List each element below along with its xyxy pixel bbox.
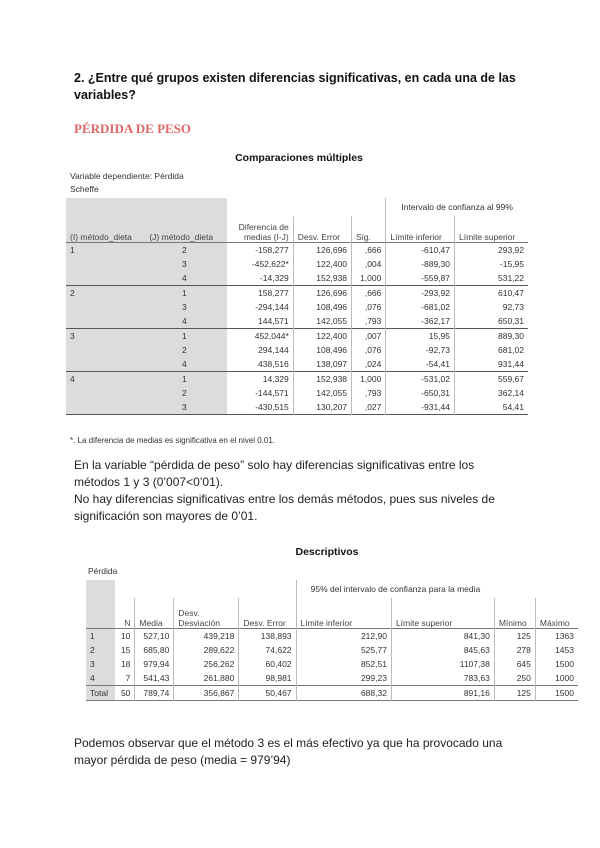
desc-min-cell: 250 [494, 671, 535, 686]
row-lo-cell: -293,92 [386, 286, 455, 301]
row-j-cell: 1 [145, 372, 226, 387]
desc-lo-cell: 688,32 [296, 686, 391, 701]
desc-lo-header: Límite inferior [296, 598, 391, 629]
desc-hi-cell: 1107,38 [391, 657, 494, 671]
row-i-cell [66, 257, 145, 271]
col-j-header: (J) método_dieta [145, 216, 226, 243]
row-hi-cell: 610,47 [455, 286, 528, 301]
desc-hi-cell: 891,16 [391, 686, 494, 701]
row-se-cell: 138,097 [293, 357, 351, 372]
desc-group-cell: 2 [86, 643, 115, 657]
desc-max-cell: 1500 [535, 686, 578, 701]
comparison-row [66, 386, 528, 400]
row-i-cell [66, 357, 145, 372]
desc-se-cell: 98,981 [239, 671, 296, 686]
desc-se-cell: 50,467 [239, 686, 296, 701]
row-lo-cell: -650,31 [386, 386, 455, 400]
desc-lo-cell: 299,23 [296, 671, 391, 686]
row-diff-cell: 294,144 [258, 345, 289, 355]
col-se-header: Desv. Error [293, 216, 351, 243]
desc-min-cell: 278 [494, 643, 535, 657]
row-se-cell: 126,696 [293, 286, 351, 301]
row-se-cell: 122,400 [293, 257, 351, 271]
ci-header: Intervalo de confianza al 99% [386, 198, 528, 216]
desc-sd-cell: 439,218 [174, 629, 239, 644]
question-heading: 2. ¿Entre qué grupos existen diferencias significativas, en cada una de las variables? [74, 71, 516, 102]
row-sig-cell: ,666 [352, 243, 386, 258]
desc-group-cell: 3 [86, 657, 115, 671]
row-se-cell: 142,055 [293, 386, 351, 400]
row-sig-cell: ,024 [352, 357, 386, 372]
row-i-cell [66, 314, 145, 329]
comparison-row [66, 400, 528, 415]
section-title: PÉRDIDA DE PESO [74, 121, 192, 136]
desc-n-cell: 10 [120, 631, 131, 641]
row-hi-cell: 362,14 [455, 386, 528, 400]
col-i-header: (I) método_dieta [66, 216, 145, 243]
desc-n-header: N [124, 618, 131, 628]
interpretation-line-2: No hay diferencias significativas entre los demás métodos, pues sus niveles de significación son mayores de 0’01. [74, 492, 495, 523]
row-hi-cell: 931,44 [455, 357, 528, 372]
row-i-cell: 2 [66, 286, 145, 301]
desc-se-header: Desv. Error [239, 598, 296, 629]
descriptives-row [86, 643, 578, 657]
row-diff-cell: 452,044* [254, 331, 289, 341]
interpretation-line-1: En la variable “pérdida de peso” solo hay diferencias significativas entre los métodos 1 y 3 (0’007<0’01). [74, 458, 475, 489]
descriptives-title: Descriptivos [295, 546, 359, 558]
desc-min-cell: 125 [494, 629, 535, 644]
row-diff-cell: 158,277 [258, 288, 289, 298]
comparison-row [66, 286, 528, 301]
row-i-cell: 3 [66, 329, 145, 344]
desc-se-cell: 60,402 [239, 657, 296, 671]
desc-min-cell: 125 [494, 686, 535, 701]
row-se-cell: 142,055 [293, 314, 351, 329]
row-sig-cell: ,004 [352, 257, 386, 271]
row-diff-cell: 144,571 [258, 316, 289, 326]
row-se-cell: 108,496 [293, 343, 351, 357]
row-sig-cell: 1,000 [352, 372, 386, 387]
col-sig-header: Sig. [352, 216, 386, 243]
desc-mean-cell: 685,80 [135, 643, 174, 657]
desc-mean-cell: 789,74 [135, 686, 174, 701]
row-j-cell: 4 [145, 314, 226, 329]
row-i-cell [66, 386, 145, 400]
row-sig-cell: ,076 [352, 300, 386, 314]
desc-hi-cell: 783,63 [391, 671, 494, 686]
row-j-cell: 2 [145, 343, 226, 357]
row-lo-cell: -610,47 [386, 243, 455, 258]
row-j-cell: 4 [145, 271, 226, 286]
row-lo-cell: -931,44 [386, 400, 455, 415]
comparison-row [66, 343, 528, 357]
row-se-cell: 130,207 [293, 400, 351, 415]
desc-max-cell: 1000 [535, 671, 578, 686]
row-j-cell: 3 [145, 257, 226, 271]
comparisons-table [66, 198, 528, 415]
row-sig-cell: ,666 [352, 286, 386, 301]
desc-mean-header: Media [135, 598, 174, 629]
desc-max-header: Máximo [535, 598, 578, 629]
desc-hi-cell: 845,63 [391, 643, 494, 657]
desc-sd-cell: 356,867 [174, 686, 239, 701]
row-diff-cell: -294,144 [255, 302, 289, 312]
desc-ci-header: 95% del intervalo de confianza para la media [296, 580, 494, 598]
row-j-cell: 3 [145, 400, 226, 415]
desc-mean-cell: 527,10 [135, 629, 174, 644]
row-sig-cell: ,007 [352, 329, 386, 344]
row-diff-cell: -14,329 [259, 273, 289, 283]
desc-mean-cell: 979,94 [135, 657, 174, 671]
desc-lo-cell: 852,51 [296, 657, 391, 671]
comparison-row [66, 300, 528, 314]
descriptives-row [86, 629, 578, 644]
row-hi-cell: 559,67 [455, 372, 528, 387]
row-sig-cell: ,027 [352, 400, 386, 415]
desc-n-cell: 15 [120, 645, 131, 655]
desc-sd-cell: 261,880 [174, 671, 239, 686]
row-j-cell: 4 [145, 357, 226, 372]
desc-se-cell: 138,893 [239, 629, 296, 644]
row-i-cell [66, 400, 145, 415]
row-lo-cell: -559,87 [386, 271, 455, 286]
row-diff-cell: -158,277 [255, 245, 289, 255]
row-hi-cell: -15,95 [455, 257, 528, 271]
desc-max-cell: 1363 [535, 629, 578, 644]
desc-max-cell: 1453 [535, 643, 578, 657]
row-i-cell [66, 343, 145, 357]
desc-sd-cell: 289,622 [174, 643, 239, 657]
descriptives-row [86, 671, 578, 686]
row-sig-cell: ,793 [352, 386, 386, 400]
row-hi-cell: 650,31 [455, 314, 528, 329]
row-i-cell: 4 [66, 372, 145, 387]
col-hi-header: Límite superior [455, 216, 528, 243]
desc-n-cell: 7 [125, 673, 131, 683]
row-i-cell: 1 [66, 243, 145, 258]
comparison-row [66, 329, 528, 344]
row-lo-cell: -889,30 [386, 257, 455, 271]
comparison-row [66, 243, 528, 258]
desc-lo-cell: 212,90 [296, 629, 391, 644]
comparison-row [66, 357, 528, 372]
row-se-cell: 152,938 [293, 372, 351, 387]
desc-se-cell: 74,622 [239, 643, 296, 657]
desc-sd-cell: 256,262 [174, 657, 239, 671]
row-diff-cell: 14,329 [262, 374, 289, 384]
dependent-variable-label: Variable dependiente: Pérdida [70, 171, 184, 181]
row-sig-cell: 1,000 [352, 271, 386, 286]
row-i-cell [66, 271, 145, 286]
row-se-cell: 126,696 [293, 243, 351, 258]
row-hi-cell: 293,92 [455, 243, 528, 258]
desc-max-cell: 1500 [535, 657, 578, 671]
row-lo-cell: -531,02 [386, 372, 455, 387]
row-hi-cell: 54,41 [455, 400, 528, 415]
row-se-cell: 122,400 [293, 329, 351, 344]
row-sig-cell: ,793 [352, 314, 386, 329]
row-lo-cell: 15,95 [386, 329, 455, 344]
descriptives-row [86, 657, 578, 671]
desc-n-cell: 18 [120, 659, 131, 669]
row-j-cell: 3 [145, 300, 226, 314]
desc-hi-cell: 841,30 [391, 629, 494, 644]
row-se-cell: 152,938 [293, 271, 351, 286]
comparisons-footnote: *. La diferencia de medias es significativa en el nivel 0.01. [70, 436, 276, 445]
row-lo-cell: -92,73 [386, 343, 455, 357]
row-lo-cell: -362,17 [386, 314, 455, 329]
row-j-cell: 1 [145, 286, 226, 301]
desc-lo-cell: 525,77 [296, 643, 391, 657]
row-i-cell [66, 300, 145, 314]
method-label: Scheffe [70, 184, 99, 194]
row-lo-cell: -54,41 [386, 357, 455, 372]
row-hi-cell: 531,22 [455, 271, 528, 286]
desc-group-cell: Total [86, 686, 115, 701]
comparison-row [66, 372, 528, 387]
comparisons-title: Comparaciones múltiples [235, 152, 363, 164]
row-hi-cell: 889,30 [455, 329, 528, 344]
desc-min-cell: 645 [494, 657, 535, 671]
row-diff-cell: 438,516 [258, 359, 289, 369]
comparison-row [66, 271, 528, 286]
row-diff-cell: -430,515 [255, 402, 289, 412]
row-diff-cell: -452,622* [251, 259, 289, 269]
comparison-row [66, 314, 528, 329]
row-diff-cell: -144,571 [255, 388, 289, 398]
row-j-cell: 1 [145, 329, 226, 344]
descriptives-table [86, 580, 578, 701]
desc-sd-header: Desv. Desviación [174, 598, 239, 629]
row-se-cell: 108,496 [293, 300, 351, 314]
comparison-row [66, 257, 528, 271]
desc-mean-cell: 541,43 [135, 671, 174, 686]
row-j-cell: 2 [145, 386, 226, 400]
descriptives-variable: Pérdida [88, 566, 118, 576]
desc-n-cell: 50 [120, 688, 131, 698]
row-hi-cell: 681,02 [455, 343, 528, 357]
row-lo-cell: -681,02 [386, 300, 455, 314]
row-hi-cell: 92,73 [455, 300, 528, 314]
row-j-cell: 2 [145, 243, 226, 258]
col-diff-header: Diferencia de medias (I-J) [238, 222, 289, 242]
desc-group-cell: 1 [86, 629, 115, 644]
col-lo-header: Límite inferior [386, 216, 455, 243]
descriptives-row [86, 686, 578, 701]
desc-hi-header: Límite superior [391, 598, 494, 629]
conclusion-paragraph: Podemos observar que el método 3 es el más efectivo ya que ha provocado una mayor pérdida de peso (media = 979’94) [74, 736, 503, 767]
desc-min-header: Mínimo [494, 598, 535, 629]
desc-group-cell: 4 [86, 671, 115, 686]
row-sig-cell: ,076 [352, 343, 386, 357]
